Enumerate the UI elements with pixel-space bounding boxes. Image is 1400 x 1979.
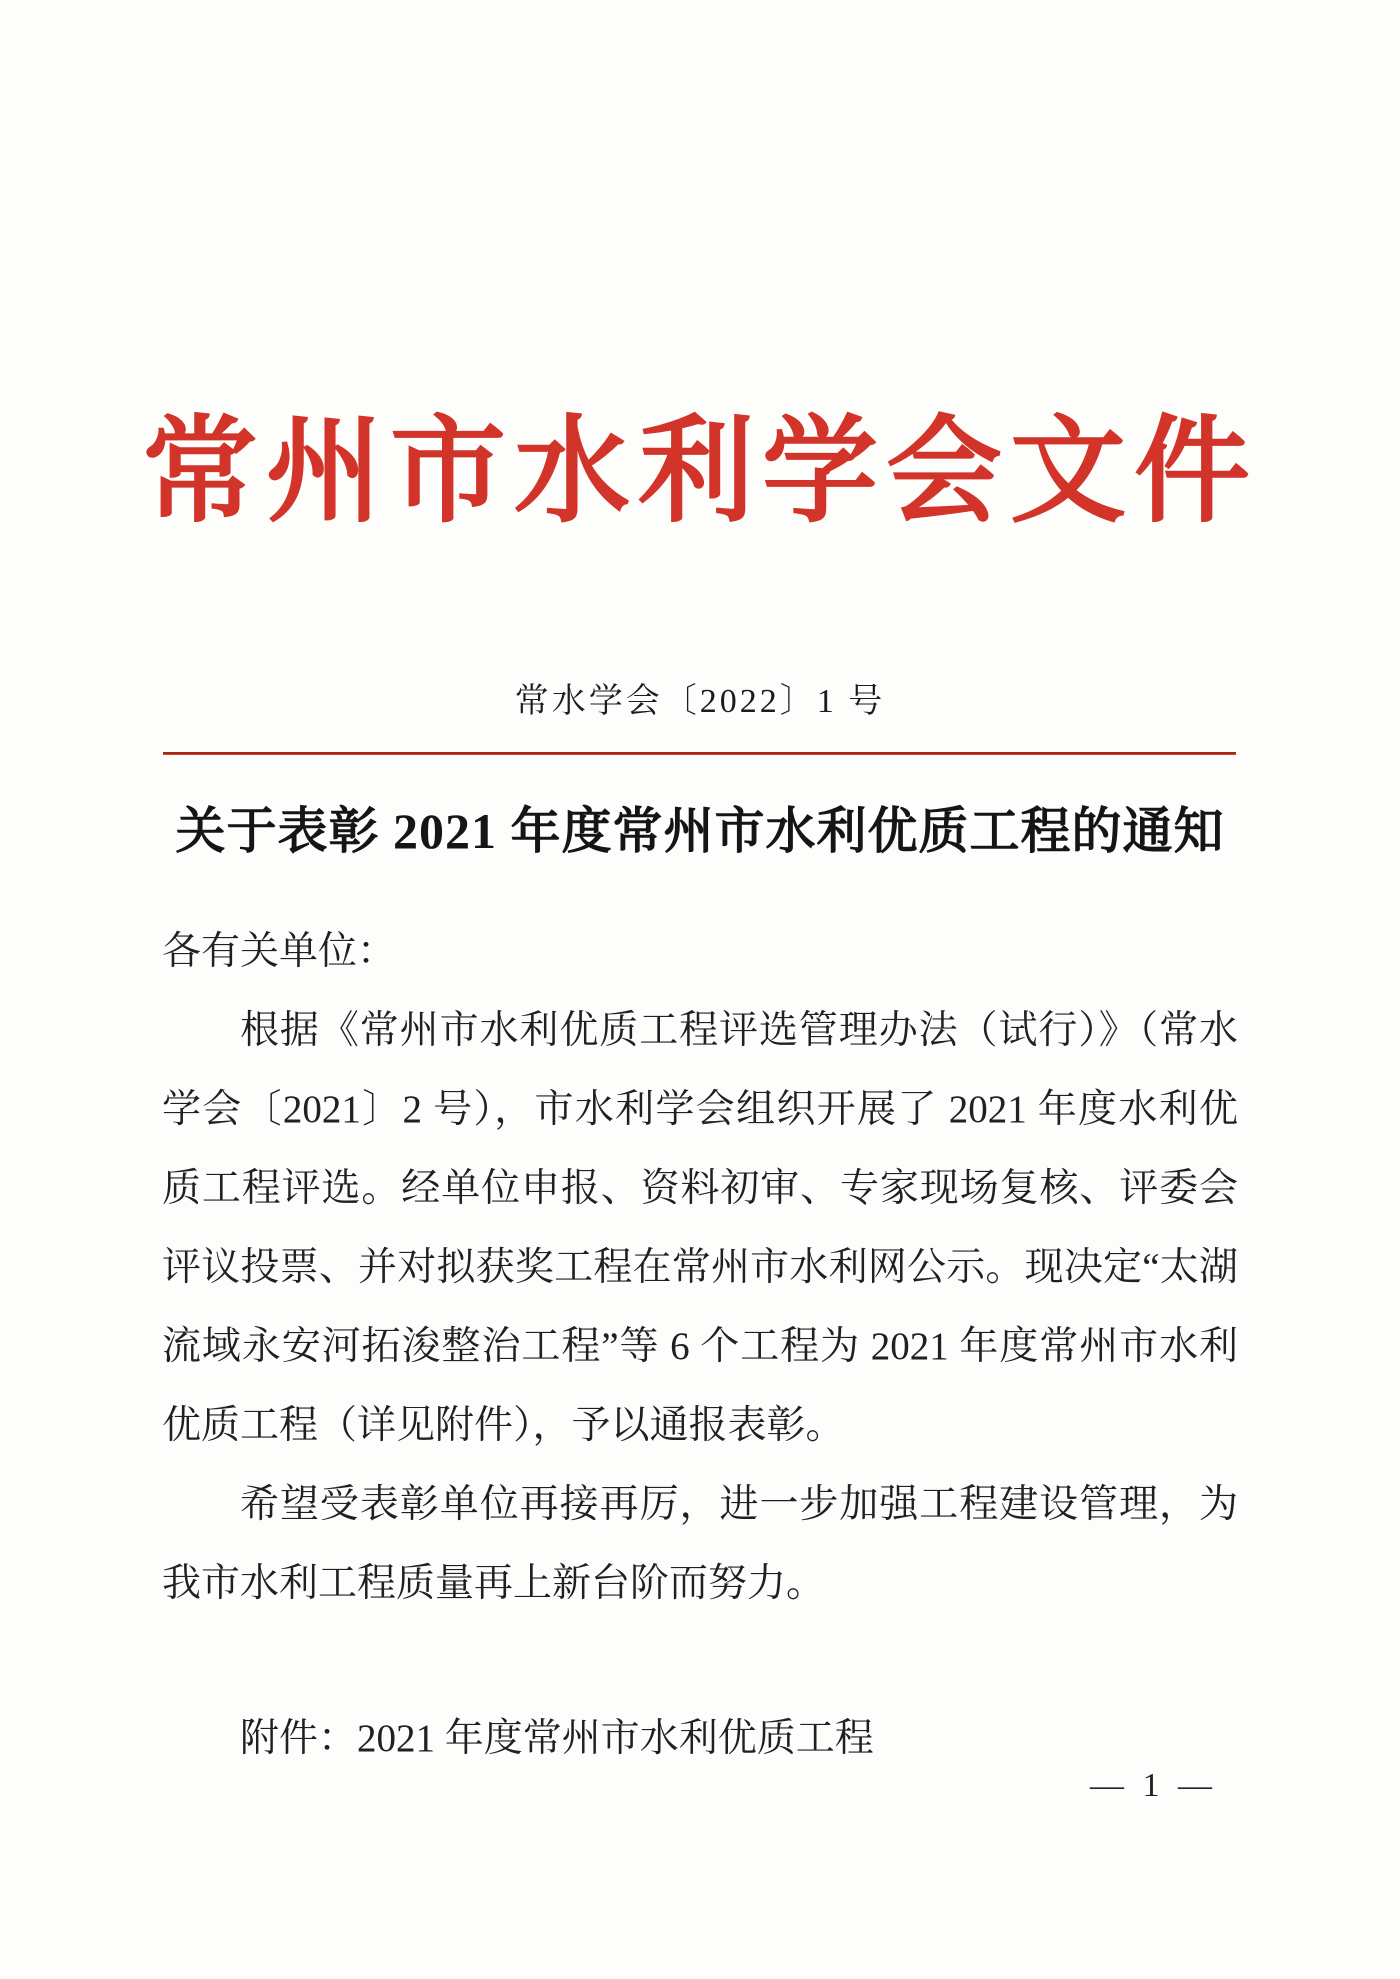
salutation: 各有关单位：	[162, 930, 397, 973]
notice-heading: 关于表彰 2021 年度常州市水利优质工程的通知	[175, 803, 1225, 859]
attachment-line: 附件：2021 年度常州市水利优质工程	[240, 1717, 874, 1760]
org-title: 常州市水利学会文件	[142, 409, 1258, 537]
notice-body	[162, 912, 1238, 1778]
body-paragraph-1: 根据《常州市水利优质工程评选管理办法（试行）》（常水学会〔2021〕2 号），市水利学会组织开展了 2021 年度水利优质工程评选。经单位申报、资料初审、专家现场复核、评委会评议投票、并对拟获奖工程在常州市水利网公示。现决定“太湖流域永安河拓浚整治工程”等 6 个工程为 2021 年度常州市水利优质工程（详见附件），予以通报表彰。	[162, 1009, 1238, 1447]
body-paragraph-2: 希望受表彰单位再接再厉，进一步加强工程建设管理，为我市水利工程质量再上新台阶而努力。	[162, 1483, 1238, 1605]
red-divider-rule	[163, 752, 1236, 755]
page-number: — 1 —	[1090, 1767, 1217, 1804]
doc-number: 常水学会〔2022〕1 号	[514, 683, 886, 720]
